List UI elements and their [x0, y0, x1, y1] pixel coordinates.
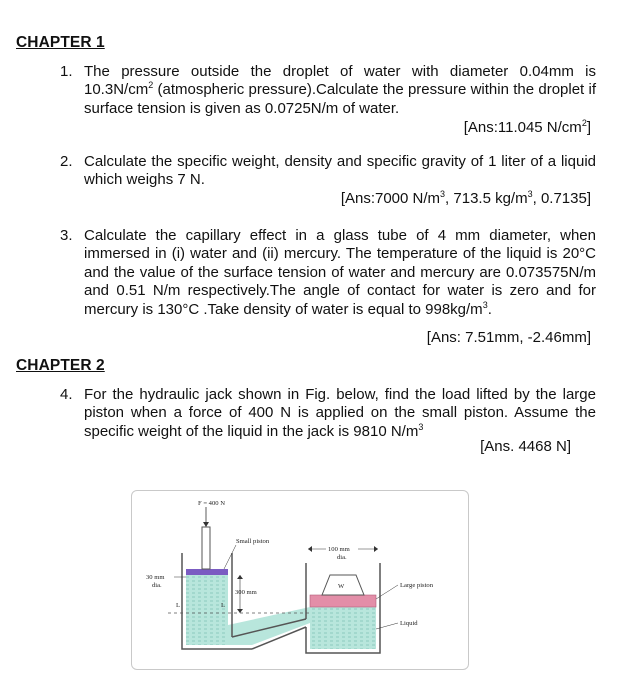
height-arrow-bottom [237, 609, 243, 613]
large-piston [310, 595, 376, 607]
liquid-label: Liquid [400, 620, 418, 627]
small-piston [186, 569, 228, 575]
question-text: Calculate the capillary effect in a glass tube of 4 mm diameter, when immersed in (i) water and (ii) mercury. The temperature of the liquid is 20°C and the value of the surface tension of water and mercury are 0.073575N/m and 0.51 N/m respectively.The angle of contact for water is zero and for mercury is 130°C .Take density of water is equal to $998kg/m^3$. [84, 227, 596, 318]
question-number: 2. [60, 153, 73, 170]
chapter-2-heading: CHAPTER 2 [16, 357, 105, 374]
answer-2: [Ans:7000 $N/m^3$, 713.5 $kg/m^3$, 0.7135] [340, 189, 591, 207]
answer-3: [Ans: 7.51mm, -2.46mm] [426, 329, 591, 346]
small-dia-label-b: dia. [152, 582, 162, 589]
question-number: 4. [60, 386, 73, 403]
question-text: For the hydraulic jack shown in Fig. below, find the load lifted by the large piston when a force of 400 N is applied on the small piston. Assume the specific weight of the liquid in the jack is 9810 $N/m^3$ [84, 386, 596, 440]
question-number: 1. [60, 63, 73, 80]
question-2 [60, 153, 596, 190]
large-dia-label-a: 100 mm [328, 546, 350, 553]
question-3 [60, 227, 596, 319]
small-cylinder-liquid-texture [186, 575, 228, 645]
question-text: Calculate the specific weight, density and specific gravity of 1 liter of a liquid which weighs 7 N. [84, 153, 596, 189]
force-arrow-head [203, 522, 209, 527]
load-label: W [338, 583, 345, 590]
level-label-1: L [176, 602, 181, 609]
large-piston-label: Large piston [400, 582, 434, 589]
question-4 [60, 386, 596, 441]
height-arrow-top [237, 575, 243, 579]
question-number: 3. [60, 227, 73, 244]
height-label: 300 mm [235, 589, 257, 596]
question-text: The pressure outside the droplet of water with diameter 0.04mm is $10.3N/cm^2$ (atmospheric pressure).Calculate the pressure within the droplet if surface tension is given as 0.0725N/m of water. [84, 63, 596, 117]
hydraulic-jack-figure [131, 490, 469, 670]
level-label-2: L [221, 602, 226, 609]
small-piston-rod [202, 527, 210, 569]
force-label: F = 400 N [198, 500, 225, 507]
answer-1: [Ans:11.045 $N/cm^2$] [463, 118, 591, 136]
answer-4: [Ans. 4468 N] [480, 438, 571, 455]
chapter-1-heading: CHAPTER 1 [16, 34, 105, 51]
small-piston-leader [224, 545, 236, 569]
question-1 [60, 63, 596, 118]
hydraulic-jack-diagram [132, 491, 468, 669]
large-dia-label-b: dia. [337, 554, 347, 561]
large-dia-arrow-right [374, 546, 378, 552]
small-piston-label: Small piston [236, 538, 270, 545]
small-dia-label-a: 30 mm [146, 574, 165, 581]
large-dia-arrow-left [308, 546, 312, 552]
large-cylinder-liquid-texture [310, 607, 376, 649]
